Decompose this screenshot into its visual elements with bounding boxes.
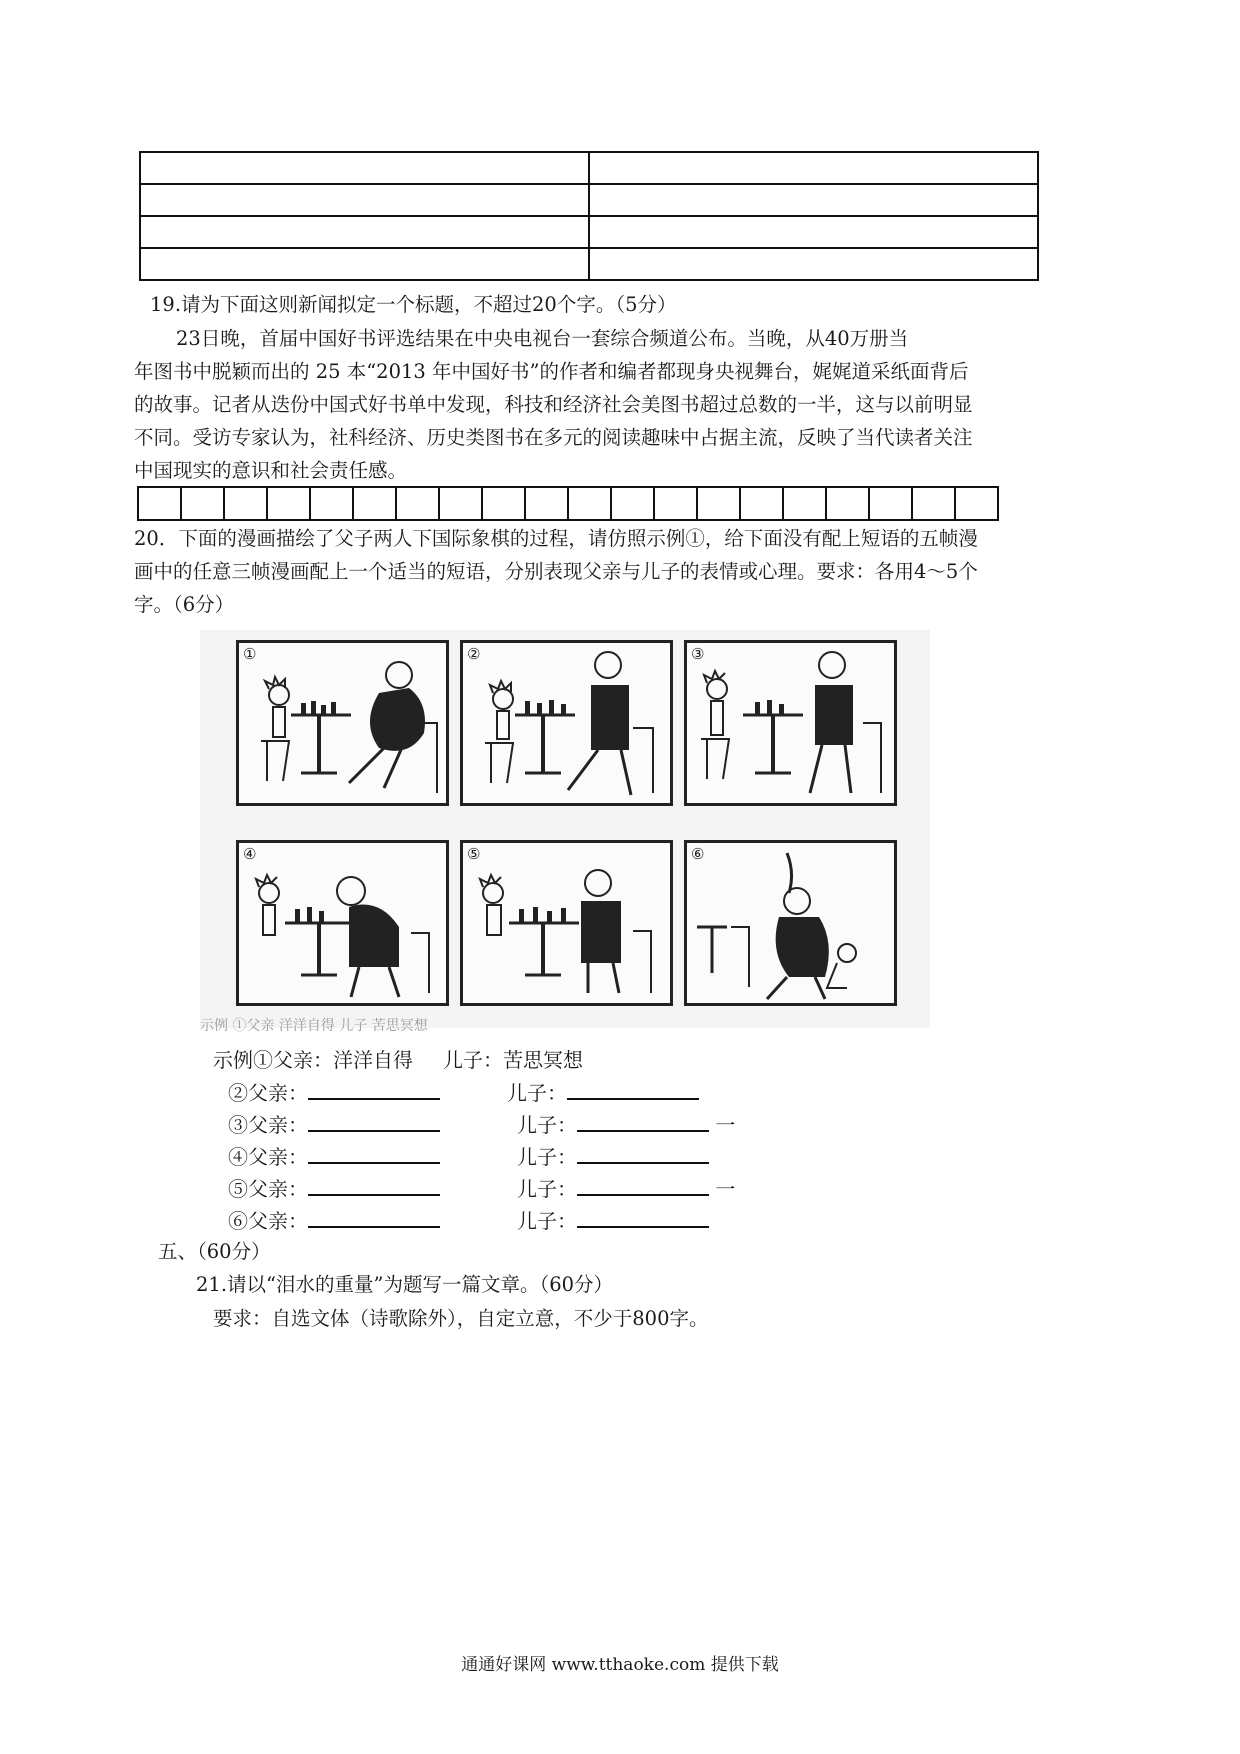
answer-row-4-son bbox=[517, 1144, 709, 1169]
grid-cell[interactable] bbox=[956, 488, 999, 519]
chess-scene-illustration bbox=[687, 843, 894, 1003]
table-cell[interactable] bbox=[140, 216, 589, 248]
grid-cell[interactable] bbox=[612, 488, 655, 519]
son-answer-blank[interactable] bbox=[577, 1144, 709, 1164]
answer-row-6 bbox=[228, 1208, 440, 1233]
prompt-line: 画中的任意三帧漫画配上一个适当的短语，分别表现父亲与儿子的表情或心理。要求：各用4～5个 bbox=[134, 560, 978, 583]
panel-number: ① bbox=[243, 645, 257, 663]
father-answer-blank[interactable] bbox=[308, 1080, 440, 1100]
grid-cell[interactable] bbox=[225, 488, 268, 519]
q20-prompt bbox=[134, 522, 1104, 621]
grid-cell[interactable] bbox=[913, 488, 956, 519]
q19-passage bbox=[134, 322, 1104, 487]
panel-number: ③ bbox=[691, 645, 705, 663]
table-cell[interactable] bbox=[140, 152, 589, 184]
father-answer-blank[interactable] bbox=[308, 1176, 440, 1196]
comic-panel-6 bbox=[684, 840, 897, 1006]
table-cell[interactable] bbox=[589, 152, 1038, 184]
prompt-line: 字。（6分） bbox=[134, 593, 235, 616]
son-answer-blank[interactable] bbox=[567, 1080, 699, 1100]
grid-cell[interactable] bbox=[182, 488, 225, 519]
son-label: 儿子： bbox=[517, 1209, 577, 1233]
table-cell[interactable] bbox=[589, 248, 1038, 280]
comic-panel-2 bbox=[460, 640, 673, 806]
title-answer-grid bbox=[137, 486, 999, 521]
table-cell[interactable] bbox=[140, 248, 589, 280]
example-father: 示例①父亲：洋洋自得 bbox=[213, 1048, 413, 1072]
grid-cell[interactable] bbox=[139, 488, 182, 519]
table-cell[interactable] bbox=[589, 216, 1038, 248]
father-label: ②父亲： bbox=[228, 1081, 308, 1105]
grid-cell[interactable] bbox=[870, 488, 913, 519]
passage-line: 23日晚，首届中国好书评选结果在中央电视台一套综合频道公布。当晚，从40万册当 bbox=[176, 327, 909, 350]
panel-number: ④ bbox=[243, 845, 257, 863]
panel-number: ② bbox=[467, 645, 481, 663]
grid-cell[interactable] bbox=[741, 488, 784, 519]
passage-line: 中国现实的意识和社会责任感。 bbox=[134, 459, 408, 482]
son-answer-blank[interactable] bbox=[577, 1176, 709, 1196]
table-cell[interactable] bbox=[589, 184, 1038, 216]
panel-number: ⑥ bbox=[691, 845, 705, 863]
section5-heading: 五、（60分） bbox=[158, 1240, 271, 1263]
q21-requirement: 要求：自选文体（诗歌除外），自定立意，不少于800字。 bbox=[213, 1307, 709, 1330]
grid-cell[interactable] bbox=[440, 488, 483, 519]
grid-cell[interactable] bbox=[569, 488, 612, 519]
passage-line: 的故事。记者从迭份中国式好书单中发现，科技和经济社会美图书超过总数的一半，这与以前明显 bbox=[134, 393, 973, 416]
chess-scene-illustration bbox=[239, 643, 446, 803]
answer-row-5-son bbox=[517, 1176, 735, 1201]
grid-cell[interactable] bbox=[268, 488, 311, 519]
answer-row-4 bbox=[228, 1144, 440, 1169]
stray-mark: 一 bbox=[715, 1113, 736, 1137]
son-label: 儿子： bbox=[507, 1081, 567, 1105]
stray-mark: 一 bbox=[715, 1177, 736, 1201]
father-label: ④父亲： bbox=[228, 1145, 308, 1169]
grid-cell[interactable] bbox=[655, 488, 698, 519]
chess-scene-illustration bbox=[687, 643, 894, 803]
father-answer-blank[interactable] bbox=[308, 1144, 440, 1164]
grid-cell[interactable] bbox=[483, 488, 526, 519]
answer-row-2-son bbox=[507, 1080, 699, 1105]
son-label: 儿子： bbox=[517, 1113, 577, 1137]
partial-caption: 示例 ①父亲 洋洋自得 儿子 苦思冥想 bbox=[200, 1018, 428, 1034]
prompt-line: 20．下面的漫画描绘了父子两人下国际象棋的过程，请仿照示例①，给下面没有配上短语的五帧漫 bbox=[134, 527, 978, 550]
comic-panel-4 bbox=[236, 840, 449, 1006]
son-answer-blank[interactable] bbox=[577, 1208, 709, 1228]
father-answer-blank[interactable] bbox=[308, 1112, 440, 1132]
chess-scene-illustration bbox=[463, 643, 670, 803]
grid-cell[interactable] bbox=[354, 488, 397, 519]
chess-scene-illustration bbox=[463, 843, 670, 1003]
father-label: ⑤父亲： bbox=[228, 1177, 308, 1201]
q19-prompt: 19.请为下面这则新闻拟定一个标题，不超过20个字。（5分） bbox=[150, 293, 677, 316]
q21-prompt: 21.请以“泪水的重量”为题写一篇文章。（60分） bbox=[196, 1273, 614, 1296]
answer-table bbox=[139, 151, 1039, 281]
comic-panel-3 bbox=[684, 640, 897, 806]
example-son: 儿子：苦思冥想 bbox=[443, 1048, 583, 1072]
passage-line: 年图书中脱颖而出的 25 本“2013 年中国好书”的作者和编者都现身央视舞台，娓娓道采纸面背后 bbox=[134, 360, 969, 383]
answer-row-5 bbox=[228, 1176, 440, 1201]
grid-cell[interactable] bbox=[698, 488, 741, 519]
chess-scene-illustration bbox=[239, 843, 446, 1003]
answer-row-3-son bbox=[517, 1112, 735, 1137]
grid-cell[interactable] bbox=[827, 488, 870, 519]
grid-cell[interactable] bbox=[526, 488, 569, 519]
panel-number: ⑤ bbox=[467, 845, 481, 863]
father-label: ③父亲： bbox=[228, 1113, 308, 1137]
son-label: 儿子： bbox=[517, 1145, 577, 1169]
father-label: ⑥父亲： bbox=[228, 1209, 308, 1233]
passage-line: 不同。受访专家认为，社科经济、历史类图书在多元的阅读趣味中占据主流，反映了当代读者关注 bbox=[134, 426, 973, 449]
father-answer-blank[interactable] bbox=[308, 1208, 440, 1228]
chess-comic-strip bbox=[200, 630, 930, 1034]
son-label: 儿子： bbox=[517, 1177, 577, 1201]
grid-cell[interactable] bbox=[311, 488, 354, 519]
grid-cell[interactable] bbox=[784, 488, 827, 519]
comic-panel-1 bbox=[236, 640, 449, 806]
grid-cell[interactable] bbox=[397, 488, 440, 519]
answer-row-3 bbox=[228, 1112, 440, 1137]
answer-row-2 bbox=[228, 1080, 440, 1105]
answer-row-6-son bbox=[517, 1208, 709, 1233]
son-answer-blank[interactable] bbox=[577, 1112, 709, 1132]
page-footer: 通通好课网 www.tthaoke.com 提供下载 bbox=[461, 1655, 779, 1675]
table-cell[interactable] bbox=[140, 184, 589, 216]
comic-panel-5 bbox=[460, 840, 673, 1006]
